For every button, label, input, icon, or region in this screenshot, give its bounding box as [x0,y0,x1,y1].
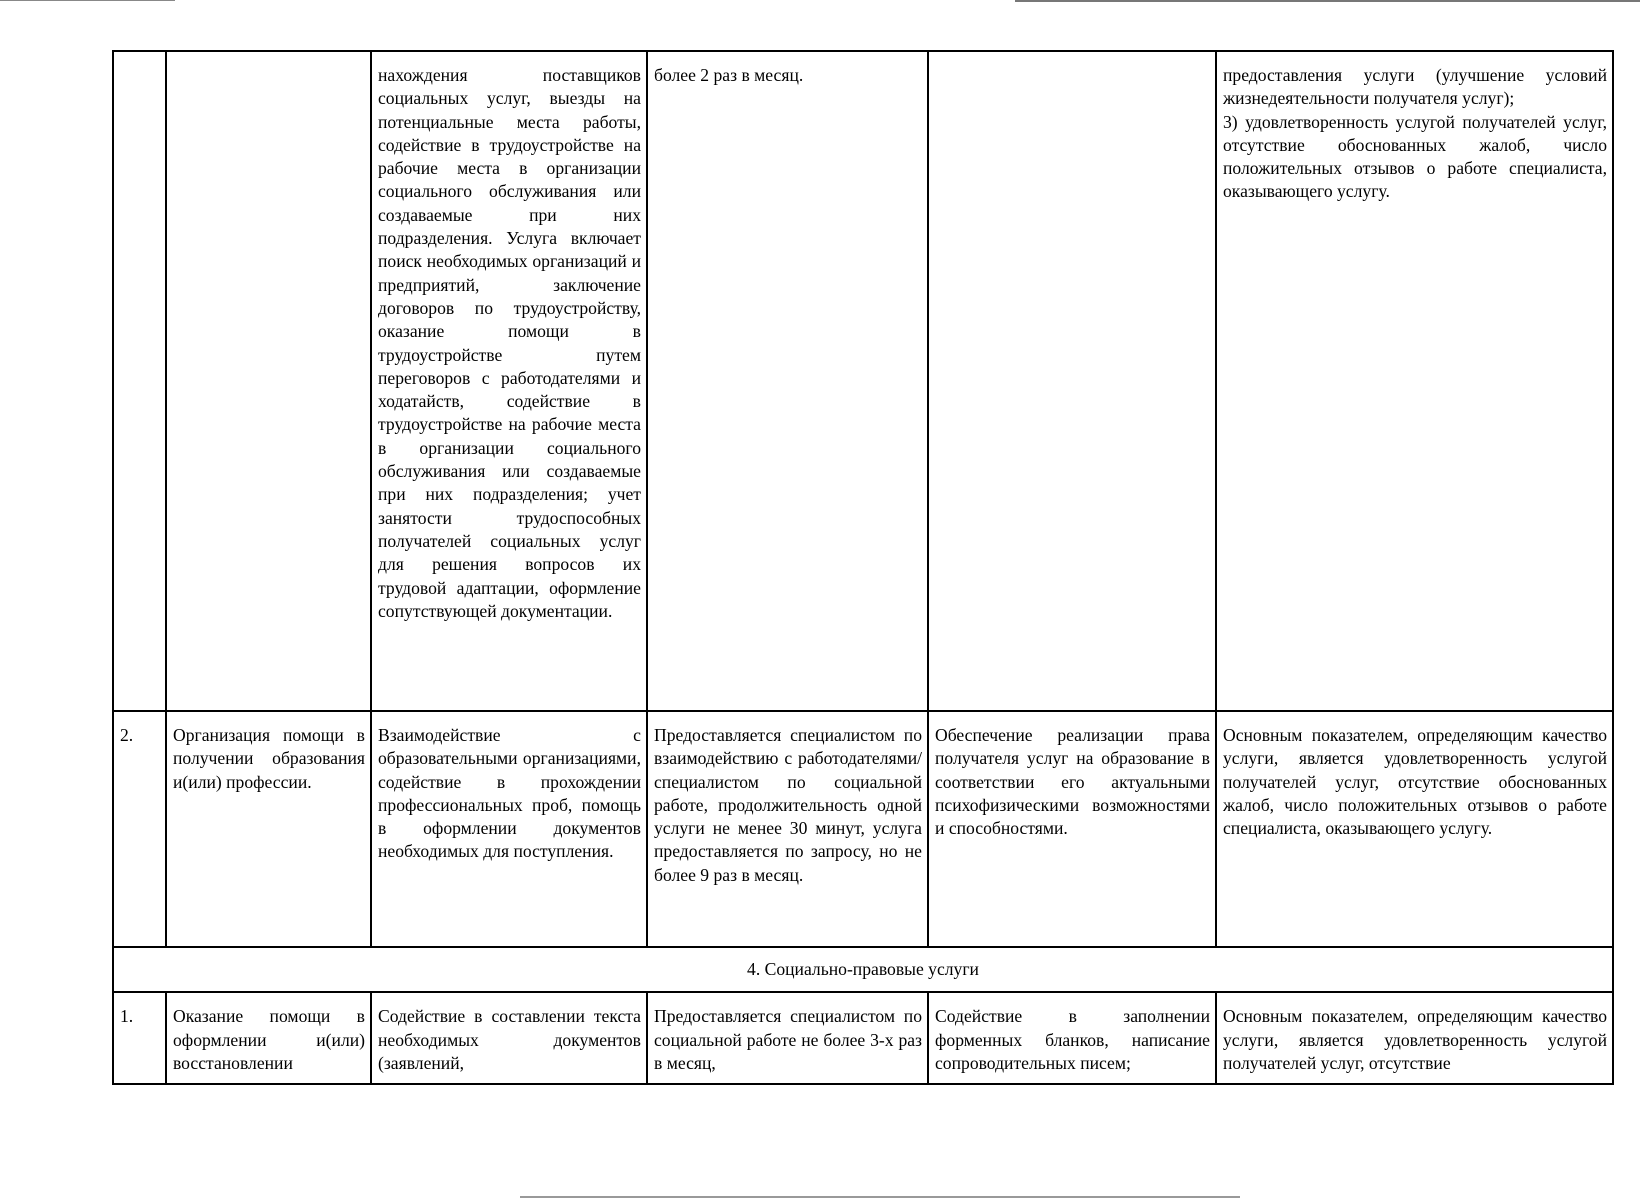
section-header-row [113,947,1613,992]
cell-number [113,51,166,711]
cell-service-quality: Основным показателем, определяющим качество услуги, является удовлетворенность услугой получателей услуг, отсутствие [1216,992,1613,1084]
cell-service-name: Организация помощи в получении образования и(или) профессии. [166,711,371,947]
cell-service-quality: Основным показателем, определяющим качество услуги, является удовлетворенность услугой получателей услуг, отсутствие обоснованных жалоб, число положительных отзывов о работе специалиста, оказывающего услугу. [1216,711,1613,947]
cell-service-description: Взаимодействие с образовательными организациями, содействие в прохождении профессиональных проб, помощь в оформлении документов необходимых для поступления. [371,711,647,947]
scan-edge-bottom [520,1196,1240,1198]
scan-edge-top-left [0,0,175,1]
cell-service-quality [1216,51,1613,711]
cell-service-description: Содействие в составлении текста необходимых документов (заявлений, [371,992,647,1084]
table-row [113,992,1613,1084]
cell-number: 1. [113,992,166,1084]
cell-service-name: Оказание помощи в оформлении и(или) восстановлении [166,992,371,1084]
cell-service-name [166,51,371,711]
cell-service-indicators: Обеспечение реализации права получателя услуг на образование в соответствии его актуальными психофизическими возможностями и способностями. [928,711,1216,947]
section-title: 4. Социально-правовые услуги [113,947,1613,992]
cell-service-indicators: Содействие в заполнении форменных бланков, написание сопроводительных писем; [928,992,1216,1084]
cell-service-description: нахождения поставщиков социальных услуг, выезды на потенциальные места работы, содействие в трудоустройстве на рабочие места в организации социального обслуживания или создаваемые при них подразделения. Услуга включает поиск необходимых организаций и предприятий, заключение договоров по трудоустройству, оказание помощи в трудоустройстве путем переговоров с работодателями и ходатайств, содействие в трудоустройстве на рабочие места в организации социального обслуживания или создаваемые при них подразделения; учет занятости трудоспособных получателей социальных услуг для решения вопросов их трудовой адаптации, оформление сопутствующей документации. [371,51,647,711]
cell-service-terms: более 2 раз в месяц. [647,51,928,711]
cell-number: 2. [113,711,166,947]
cell-service-indicators [928,51,1216,711]
cell-service-terms: Предоставляется специалистом по взаимодействию с работодателями/ специалистом по социальной работе, продолжительность одной услуги не менее 30 минут, услуга предоставляется по запросу, но не более 9 раз в месяц. [647,711,928,947]
table-row [113,51,1613,711]
scan-edge-top-right [1015,0,1640,2]
table-row [113,711,1613,947]
services-table [112,50,1614,1085]
quality-line: 3) удовлетворенность услугой получателей услуг, отсутствие обоснованных жалоб, число положительных отзывов о работе специалиста, оказывающего услугу. [1223,111,1607,202]
cell-service-terms: Предоставляется специалистом по социальной работе не более 3-х раз в месяц, [647,992,928,1084]
quality-line: предоставления услуги (улучшение условий жизнедеятельности получателя услуг); [1223,65,1607,109]
